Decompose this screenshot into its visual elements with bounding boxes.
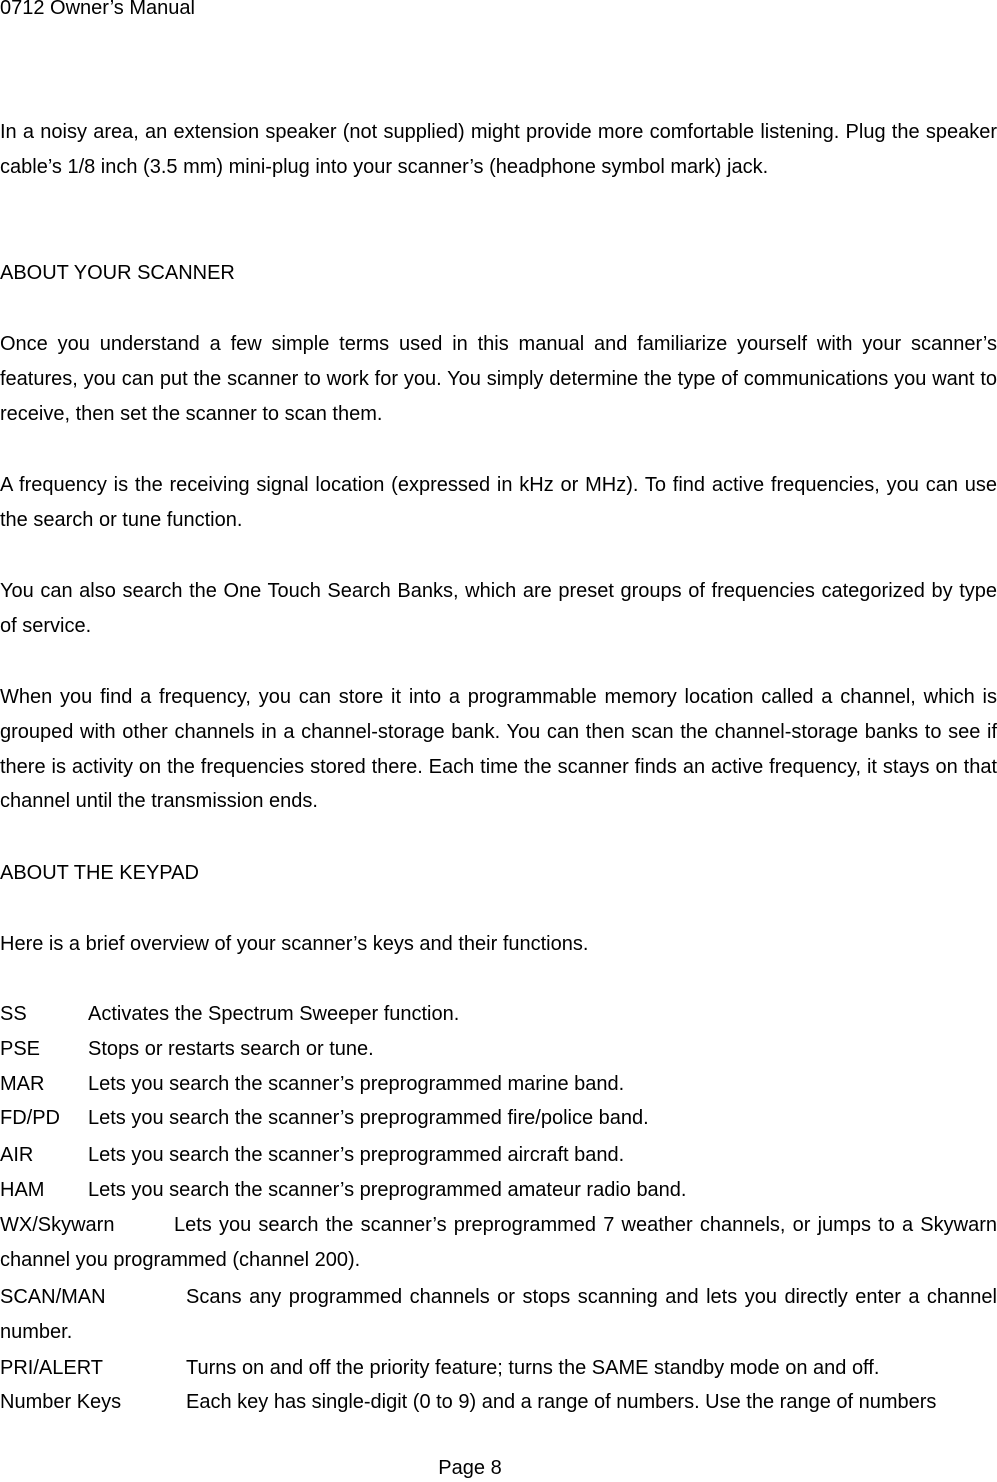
key-description: Lets you search the scanner’s preprogrammed marine band. — [88, 1073, 625, 1095]
key-description: Stops or restarts search or tune. — [88, 1038, 374, 1060]
key-term: HAM — [0, 1179, 45, 1201]
about-scanner-heading: ABOUT YOUR SCANNER — [0, 262, 235, 284]
key-term: AIR — [0, 1144, 34, 1166]
key-term: SS — [0, 1003, 27, 1025]
document-header: 0712 Owner’s Manual — [0, 0, 195, 19]
key-description: Each key has single-digit (0 to 9) and a range of numbers. Use the range of numbers — [186, 1391, 937, 1413]
speaker-paragraph: In a noisy area, an extension speaker (not supplied) might provide more comfortable listening. Plug the speaker cable’s 1/8 inch (3.5 mm) mini-plug into your scanner’s (headphone symbol mark) jack. — [0, 121, 997, 178]
key-term: PRI/ALERT — [0, 1357, 103, 1379]
about-keypad-heading: ABOUT THE KEYPAD — [0, 862, 199, 884]
about-scanner-paragraph-2: A frequency is the receiving signal location (expressed in kHz or MHz). To find active frequencies, you can use the search or tune function. — [0, 474, 997, 531]
key-term: MAR — [0, 1073, 45, 1095]
key-description: Lets you search the scanner’s preprogrammed amateur radio band. — [88, 1179, 687, 1201]
key-term: Number Keys — [0, 1391, 122, 1413]
page-number: Page 8 — [438, 1457, 502, 1479]
key-term: SCAN/MAN — [0, 1286, 106, 1308]
key-term: FD/PD — [0, 1107, 60, 1129]
about-keypad-intro: Here is a brief overview of your scanner’s keys and their functions. — [0, 933, 589, 955]
key-definition-wx-skywarn — [0, 1208, 997, 1277]
key-description: Activates the Spectrum Sweeper function. — [88, 1003, 460, 1025]
key-term: WX/Skywarn — [0, 1214, 115, 1236]
key-term: PSE — [0, 1038, 41, 1060]
key-definition-scan-man — [0, 1280, 997, 1349]
key-description: Lets you search the scanner’s preprogrammed 7 weather channels, or jumps to a Skywarn channel you programmed (channel 200). — [0, 1214, 997, 1271]
about-scanner-paragraph-4: When you find a frequency, you can store it into a programmable memory location called a channel, which is grouped with other channels in a channel-storage bank. You can then scan the channel-storage banks to see if there is activity on the frequencies stored there. Each time the scanner finds an active frequency, it stays on that channel until the transmission ends. — [0, 686, 997, 813]
key-description: Turns on and off the priority feature; turns the SAME standby mode on and off. — [186, 1357, 880, 1379]
key-description: Lets you search the scanner’s preprogrammed aircraft band. — [88, 1144, 625, 1166]
key-description: Scans any programmed channels or stops scanning and lets you directly enter a channel number. — [0, 1286, 997, 1343]
key-description: Lets you search the scanner’s preprogrammed fire/police band. — [88, 1107, 649, 1129]
about-scanner-paragraph-1: Once you understand a few simple terms used in this manual and familiarize yourself with your scanner’s features, you can put the scanner to work for you. You simply determine the type of communications you want to receive, then set the scanner to scan them. — [0, 333, 997, 425]
about-scanner-paragraph-3: You can also search the One Touch Search Banks, which are preset groups of frequencies categorized by type of service. — [0, 580, 997, 637]
